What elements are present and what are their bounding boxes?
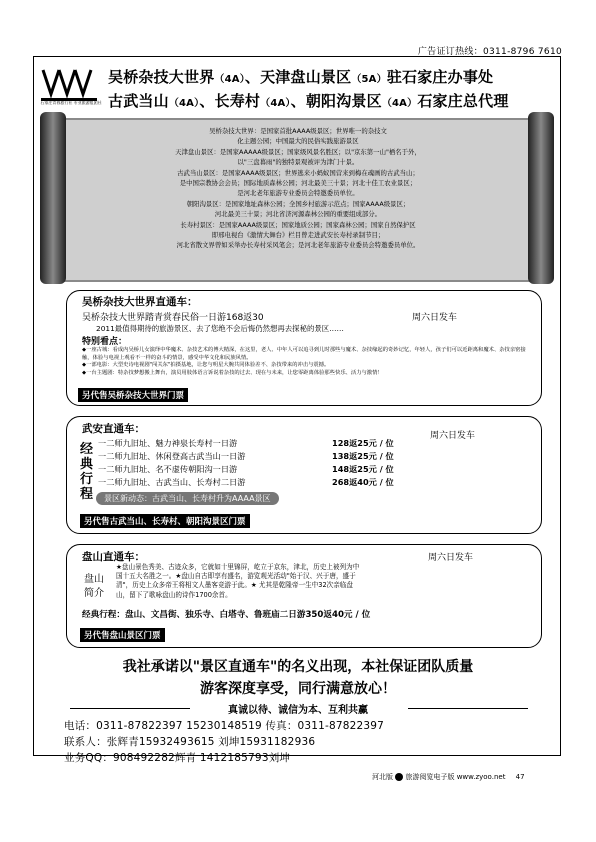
wuqiao-title: 吴桥杂技大世界直通车： (82, 296, 198, 308)
header-chaoyang-grade: （4A） (381, 98, 418, 109)
footer-url: www.zyoo.net (456, 773, 506, 781)
header-panshan-grade: （5A） (351, 74, 387, 85)
header-panshan: 、天津盘山景区 (244, 68, 352, 86)
wuqiao-note: 2011最值得期待的旅游景区、去了您绝不会后悔仍然想再去探秘的景区…… (96, 324, 344, 333)
scroll-line: 以"三盘暮雨"的独特景观被评为津门十景。 (237, 158, 359, 167)
scroll-line: 吴桥杂技大世界：是国家首批AAAA级景区；世界唯一的杂技文 (209, 127, 387, 135)
panshan-intro-label: 盘山 (84, 574, 104, 585)
vertical-char: 典 (80, 457, 94, 472)
scroll-line: 即邢电视台《激情大舞台》栏目曾走进武安长寿村录制节目； (211, 231, 385, 240)
ad-hotline: 广告证订热线：0311-8796 7610 (417, 47, 562, 57)
header-agent: 石家庄总代理 (417, 92, 509, 110)
scroll-line: 河北最美三十景；河北省济河源森林公园的重要组成部分。 (214, 210, 382, 219)
wuan-agent-banner: 另代售古武当山、长寿村、朝阳沟景区门票 (80, 514, 250, 528)
panshan-day: 周六日发车 (428, 553, 474, 563)
panshan-agent-banner: 另代售盘山景区门票 (80, 628, 165, 642)
header-office: 驻石家庄办事处 (386, 68, 494, 86)
promise-line-1: 我社承诺以"景区直通车"的名义出现，本社保证团队质量 (122, 659, 474, 675)
panshan-intro-line: ★盘山景色秀美、古迹众多，它就如十里锦屏，屹立于京东，津北，历史上被列为中 (116, 563, 360, 571)
vertical-char: 程 (80, 487, 94, 502)
logo-tagline: 石家庄青春旅行社 专业旅游组团社 (40, 100, 102, 105)
header-wudang-grade: （4A） (168, 98, 200, 109)
panshan-classic: 经典行程：盘山、文昌街、独乐寺、白塔寺、鲁班庙二日游350返40元 / 位 (82, 610, 371, 620)
panshan-intro-line: 山，留下了歌咏盘山的诗作1700余首。 (116, 590, 232, 599)
wuan-route: 一二师九旧址、古武当山、长寿村二日游 (98, 477, 246, 487)
scroll-line: 是中国宗教协会会员；国际地质森林公园；河北最美三十景；河北十佳工农业景区； (179, 179, 417, 188)
header-wudang: 古武当山 (108, 92, 169, 110)
header-wuqiao-grade: （4A） (214, 74, 245, 85)
wuan-route: 一二师九旧址、休闲登高古武当山一日游 (98, 451, 246, 461)
promise-line-2: 游客深度享受，同行满意放心！ (200, 681, 396, 697)
footer-edition: 河北版 (372, 773, 393, 781)
wuan-route-price: 138返25元 / 位 (332, 451, 394, 461)
header-changshou: 、长寿村 (199, 92, 261, 110)
wuqiao-bullet: ◆一座古城：看成内吴桥儿女演绎中华魔术、杂技艺术的博大精深，在这里，老人、中年人可以追寻到儿时那些与魔术、杂技缘起的奇妙记忆，年轻人，孩子们可以近距离和魔术、杂技亲密接触，体验与电视上观看不一样的奋斗的情景，感受中华文化和民族风情。 (82, 347, 526, 361)
footer-brand-icon (395, 773, 403, 781)
contact-qq: 业务QQ：908492282辉青 1412185793刘坤 (64, 752, 291, 764)
wuan-day: 周六日发车 (430, 431, 476, 441)
wuan-news-badge: 景区新动态：古武当山、长寿村升为AAAA景区 (96, 492, 279, 505)
wuan-route: 一二师九旧址、名不虚传朝阳沟一日游 (98, 464, 238, 474)
scroll-line: 长寿村景区：是国家AAAA级景区；国家地质公园；国家森林公园；国家自然保护区 (180, 220, 416, 229)
header-changshou-grade: （4A） (260, 98, 291, 109)
panshan-title: 盘山直通车： (82, 551, 145, 563)
agency-logo-icon (39, 64, 99, 104)
wuan-route-price: 148返25元 / 位 (332, 464, 394, 474)
panshan-intro-label: 简介 (84, 588, 104, 599)
scroll-line: 古武当山景区：是国家AAAA级景区；世界逃来小蚂蚁国营来到梅在魂画的古武当山； (177, 168, 419, 177)
footer-brand: 旅游阅览电子版 (405, 773, 455, 781)
wuqiao-features-label: 特别看点： (82, 337, 128, 347)
header-line-1 (108, 66, 493, 87)
contact-phone: 电话：0311-87822397 15230148519 传真：0311-87822397 (64, 720, 385, 732)
contact-people: 联系人：张辉青15932493615 刘坤15931182936 (64, 736, 316, 748)
header-line-2 (108, 90, 509, 111)
promise-motto: 真诚以待、诚信为本、互利共赢 (228, 705, 368, 716)
wuan-route-price: 268返40元 / 位 (332, 477, 394, 487)
scroll-roller-left (40, 112, 66, 284)
footer (372, 772, 525, 782)
wuqiao-tour: 吴桥杂技大世界踏青赏春民俗一日游168返30 (82, 313, 264, 323)
scroll-line: 是河北老年旅游专业委员会特邀委员单位。 (237, 189, 359, 198)
header-wuqiao: 吴桥杂技大世界 (108, 68, 215, 86)
scroll-roller-right (528, 112, 554, 284)
scroll-line: 河北省散文界曾如采举办长寿村采风笔会；是河北老年旅游专业委员会特邀委员单位。 (176, 241, 420, 250)
panshan-intro-line: 国十五大名胜之一。★盘山自古即享有盛名，游览观光活动"始于汉、兴于唐，盛于 (116, 572, 356, 581)
wuan-route: 一二师九旧址、魅力神泉长寿村一日游 (98, 438, 238, 448)
scroll-line: 化主题公园；中国最大的民俗实践旅游景区 (237, 137, 359, 146)
vertical-char: 行 (80, 472, 94, 487)
header-chaoyang: 、朝阳沟景区 (290, 92, 382, 110)
wuqiao-bullets (82, 347, 534, 377)
wuqiao-bullet: ◆一台主题剧：特杂技梦想搬上舞台，演员用肢体语言诉说着杂技的过去、现在与未来，让您零距离体验那些快乐、活力与激情！ (82, 369, 383, 376)
wuan-title: 武安直通车： (82, 423, 145, 435)
scroll-line: 朝阳沟景区：是国家地址森林公园；全国乡村旅游示范点；国家AAAA级景区； (186, 199, 410, 208)
footer-page: 47 (515, 773, 525, 781)
wuqiao-agent-banner: 另代售吴桥杂技大世界门票 (78, 388, 188, 402)
wuan-classic-vertical (80, 442, 94, 502)
scroll-line: 天津盘山景区：是国家AAAAA级景区；国家级风景名胜区；以"京东第一山"栖名于外， (175, 147, 421, 156)
panshan-intro-line: 清"，历史上众多帝王将相文人墨客竞游于此。★ 尤其是乾隆帝一生中32次亲临盘 (116, 581, 354, 590)
wuqiao-bullet: ◆一部电影：大型史诗电视剧"闯关东"拍摄基地，让您与明星大腕共同体验差不、杂技带来的冲击与震撼。 (82, 362, 330, 369)
wuqiao-day: 周六日发车 (412, 313, 458, 323)
wuan-route-price: 128返25元 / 位 (332, 438, 394, 448)
scroll-text (82, 126, 514, 251)
divider-right (408, 708, 528, 709)
vertical-char: 经 (80, 442, 94, 457)
panshan-intro (116, 563, 359, 600)
